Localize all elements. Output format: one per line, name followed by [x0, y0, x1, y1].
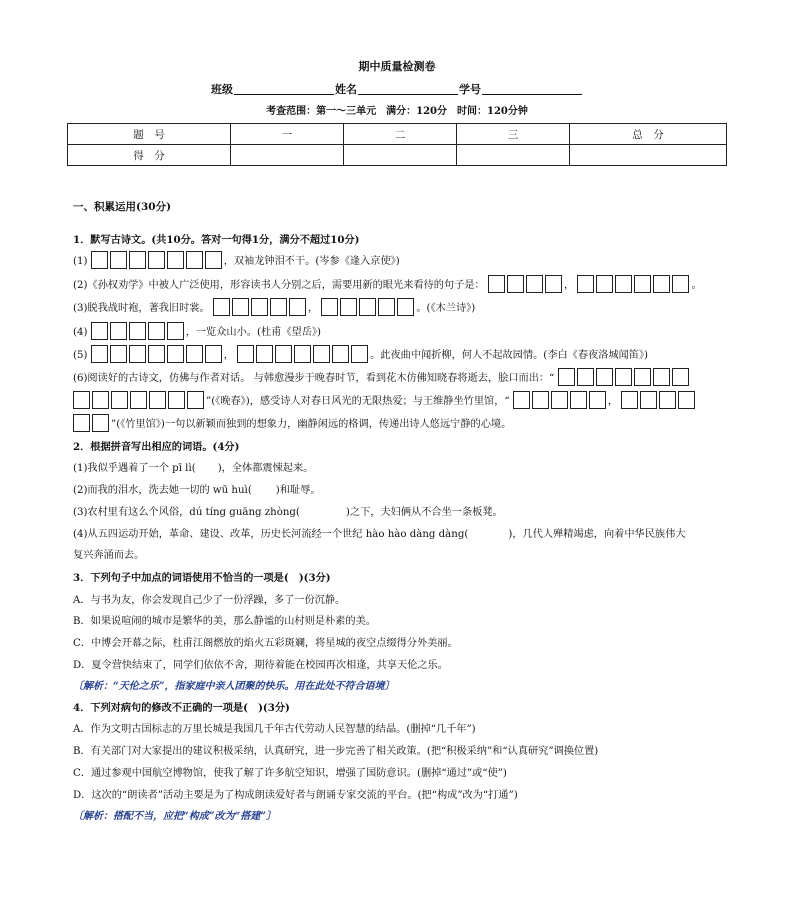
answer-box[interactable]	[256, 345, 273, 363]
answer-box[interactable]	[332, 345, 349, 363]
answer-box[interactable]	[672, 368, 689, 386]
option-c[interactable]: C．通过参观中国航空博物馆，使我了解了许多航空知识，增强了国防意识。(删掉“通过”或“使”)	[73, 768, 507, 779]
answer-box[interactable]	[351, 345, 368, 363]
answer-box[interactable]	[340, 298, 357, 316]
answer-box[interactable]	[397, 298, 414, 316]
id-blank[interactable]	[482, 84, 582, 95]
item-number: (1)	[73, 256, 88, 267]
q1-line-1	[73, 251, 400, 269]
q1-line-2	[73, 275, 702, 293]
line-end: 。	[691, 280, 702, 291]
answer-box[interactable]	[237, 345, 254, 363]
answer-box[interactable]	[589, 391, 606, 409]
answer-box[interactable]	[659, 391, 676, 409]
q1-line-7	[73, 391, 697, 409]
question-stem: 1．默写古诗文。(共10分。答对一句得1分，满分不超过10分)	[73, 234, 360, 246]
answer-box[interactable]	[294, 345, 311, 363]
answer-box[interactable]	[615, 368, 632, 386]
table-cell: 二	[344, 124, 457, 145]
table-cell: 三	[457, 124, 570, 145]
question-stem: 2．根据拼音写出相应的词语。(4分)	[73, 441, 240, 453]
line-text: (2)而我的泪水，洗去她一切的 wū huì(	[73, 485, 252, 496]
answer-box[interactable]	[91, 345, 108, 363]
option-a[interactable]: A．作为文明古国标志的万里长城是我国几千年古代劳动人民智慧的结晶。(删掉“几千年”)	[73, 724, 476, 735]
answer-box[interactable]	[187, 391, 204, 409]
answer-box[interactable]	[149, 391, 166, 409]
name-blank[interactable]	[358, 84, 458, 95]
answer-box[interactable]	[615, 275, 632, 293]
q2-item-4-cont: 复兴奔涌而去。	[73, 550, 145, 561]
answer-box[interactable]	[111, 391, 128, 409]
line-text: (3)脱我战时袍，著我旧时裳。	[73, 303, 210, 314]
line-text: )，全体都震悚起来。	[217, 463, 314, 474]
item-number: (4)	[73, 327, 88, 338]
answer-box[interactable]	[513, 391, 530, 409]
answer-box[interactable]	[91, 322, 108, 340]
option-d[interactable]: D．这次的“朗读者”活动主要是为了构成朗读爱好者与朗诵专家交流的平台。(把“构成”改为“打通”)	[73, 790, 518, 801]
answer-box[interactable]	[110, 345, 127, 363]
class-blank[interactable]	[234, 84, 334, 95]
id-label: 学号	[459, 83, 481, 96]
option-b[interactable]: B．如果说喧闹的城市是繁华的美，那么静谧的山村则是朴素的美。	[73, 616, 376, 627]
answer-box[interactable]	[275, 345, 292, 363]
line-text: ”(《竹里馆》)一句以新颖而独到的想象力，幽静闲远的格调，传递出诗人悠远宁静的心境。	[111, 419, 512, 430]
answer-box[interactable]	[110, 251, 127, 269]
answer-box[interactable]	[270, 298, 287, 316]
answer-box[interactable]	[91, 251, 108, 269]
analysis-note: 〔解析：“天伦之乐”，指家庭中亲人团聚的快乐。用在此处不符合语境〕	[73, 681, 395, 692]
answer-box[interactable]	[186, 251, 203, 269]
answer-box[interactable]	[186, 345, 203, 363]
answer-box[interactable]	[168, 391, 185, 409]
q1-line-4	[73, 322, 321, 340]
answer-box[interactable]	[634, 275, 651, 293]
answer-box[interactable]	[558, 368, 575, 386]
answer-box[interactable]	[596, 275, 613, 293]
answer-box[interactable]	[570, 391, 587, 409]
q1-line-6	[73, 368, 691, 386]
q1-line-8	[73, 414, 511, 432]
answer-box[interactable]	[205, 251, 222, 269]
question-stem: 3．下列句子中加点的词语使用不恰当的一项是( )(3分)	[73, 572, 331, 584]
q2-item-3	[73, 503, 503, 518]
answer-box[interactable]	[507, 275, 524, 293]
score-table-score-row	[68, 145, 727, 166]
line-text: )之下，夫妇俩从不合坐一条板凳。	[345, 507, 503, 518]
q2-item-1	[73, 459, 313, 474]
item-number: (5)	[73, 350, 88, 361]
answer-box[interactable]	[148, 251, 165, 269]
option-a[interactable]: A．与书为友，你会发现自己少了一份浮躁，多了一份沉静。	[73, 595, 346, 606]
answer-box[interactable]	[129, 322, 146, 340]
score-cell[interactable]	[344, 145, 457, 166]
answer-box[interactable]	[167, 345, 184, 363]
answer-box[interactable]	[92, 414, 109, 432]
page-title: 期中质量检测卷	[358, 60, 436, 73]
q2-item-4	[73, 525, 685, 540]
student-info-line	[0, 81, 794, 97]
answer-box[interactable]	[488, 275, 505, 293]
section-heading: 一、积累运用(30分)	[73, 201, 172, 213]
answer-box[interactable]	[678, 391, 695, 409]
answer-box[interactable]	[130, 391, 147, 409]
line-text: ”(《晚春》)，感受诗人对春日风光的无限热爱；与王维静坐竹里馆，“	[206, 396, 510, 407]
table-cell: 总 分	[570, 124, 727, 145]
q1-line-3	[73, 298, 475, 316]
score-table	[67, 123, 727, 166]
answer-box[interactable]	[653, 275, 670, 293]
answer-box[interactable]	[551, 391, 568, 409]
answer-box[interactable]	[251, 298, 268, 316]
option-b[interactable]: B．有关部门对大家提出的建议积极采纳，认真研究，进一步完善了相关政策。(把“积极采纳”和“认真研究”调换位置)	[73, 746, 599, 757]
answer-box[interactable]	[167, 251, 184, 269]
line-text: (4)从五四运动开始，革命、建设、改革，历史长河流经一个世纪 hào hào dàng dàng(	[73, 529, 469, 540]
line-text: (3)农村里有这么个风俗，dú tíng guāng zhòng(	[73, 507, 300, 518]
exam-scope: 考查范围：第一～三单元 满分：120分 时间：120分钟	[266, 106, 528, 117]
answer-box[interactable]	[289, 298, 306, 316]
answer-box[interactable]	[73, 414, 90, 432]
answer-box[interactable]	[545, 275, 562, 293]
separator: ，	[564, 280, 575, 291]
table-cell: 题 号	[68, 124, 231, 145]
separator: ，	[223, 350, 234, 361]
line-end: 。(《木兰诗》)	[416, 303, 476, 314]
answer-box[interactable]	[205, 345, 222, 363]
score-cell[interactable]	[457, 145, 570, 166]
separator: ，	[607, 396, 619, 407]
score-cell[interactable]	[231, 145, 344, 166]
answer-box[interactable]	[621, 391, 638, 409]
answer-box[interactable]	[359, 298, 376, 316]
answer-box[interactable]	[129, 345, 146, 363]
answer-box[interactable]	[672, 275, 689, 293]
answer-box[interactable]	[532, 391, 549, 409]
score-table-header-row	[68, 124, 727, 145]
option-c[interactable]: C．中博会开幕之际，杜甫江阁燃放的焰火五彩斑斓，将星城的夜空点缀得分外美丽。	[73, 638, 458, 649]
answer-box[interactable]	[148, 345, 165, 363]
answer-box[interactable]	[129, 251, 146, 269]
table-cell: 一	[231, 124, 344, 145]
class-label: 班级	[211, 83, 233, 96]
line-text: ，双袖龙钟泪不干。(岑参《逢入京使》)	[223, 256, 400, 267]
answer-box[interactable]	[321, 298, 338, 316]
line-text: (1)我似乎遇着了一个 pī lì(	[73, 463, 196, 474]
q2-item-2	[73, 481, 321, 496]
line-text: 。此夜曲中闻折柳，何人不起故园情。(李白《春夜洛城闻笛》)	[370, 350, 649, 361]
option-d[interactable]: D．夏令营快结束了，同学们依依不舍，期待着能在校园再次相逢，共享天伦之乐。	[73, 660, 448, 671]
answer-box[interactable]	[577, 368, 594, 386]
question-stem: 4．下列对病句的修改不正确的一项是( )(3分)	[73, 702, 290, 714]
line-text: (6)阅读好的古诗文，仿佛与作者对话。 与韩愈漫步于晚春时节，看到花木仿佛知晓春将逝去，脍口而出：“	[73, 373, 555, 384]
line-text: (2)《孙权劝学》中被人广泛使用，形容读书人分别之后，需要用新的眼光来看待的句子是：	[73, 280, 485, 291]
answer-box[interactable]	[313, 345, 330, 363]
answer-box[interactable]	[92, 391, 109, 409]
answer-box[interactable]	[213, 298, 230, 316]
q1-line-5	[73, 345, 648, 363]
name-label: 姓名	[335, 83, 357, 96]
answer-box[interactable]	[526, 275, 543, 293]
answer-box[interactable]	[634, 368, 651, 386]
answer-box[interactable]	[232, 298, 249, 316]
answer-box[interactable]	[73, 391, 90, 409]
line-text: )和耻辱。	[275, 485, 321, 496]
line-text: )，几代人殚精竭虑，向着中华民族伟大	[508, 529, 686, 540]
answer-box[interactable]	[148, 322, 165, 340]
answer-box[interactable]	[167, 322, 184, 340]
answer-box[interactable]	[653, 368, 670, 386]
answer-box[interactable]	[596, 368, 613, 386]
table-cell: 得 分	[68, 145, 231, 166]
analysis-note: 〔解析：搭配不当，应把“构成”改为“搭建”〕	[73, 811, 277, 822]
answer-box[interactable]	[640, 391, 657, 409]
answer-box[interactable]	[378, 298, 395, 316]
answer-box[interactable]	[110, 322, 127, 340]
line-text: ，一览众山小。(杜甫《望岳》)	[185, 327, 321, 338]
answer-box[interactable]	[577, 275, 594, 293]
score-cell[interactable]	[570, 145, 727, 166]
separator: ，	[307, 303, 319, 314]
